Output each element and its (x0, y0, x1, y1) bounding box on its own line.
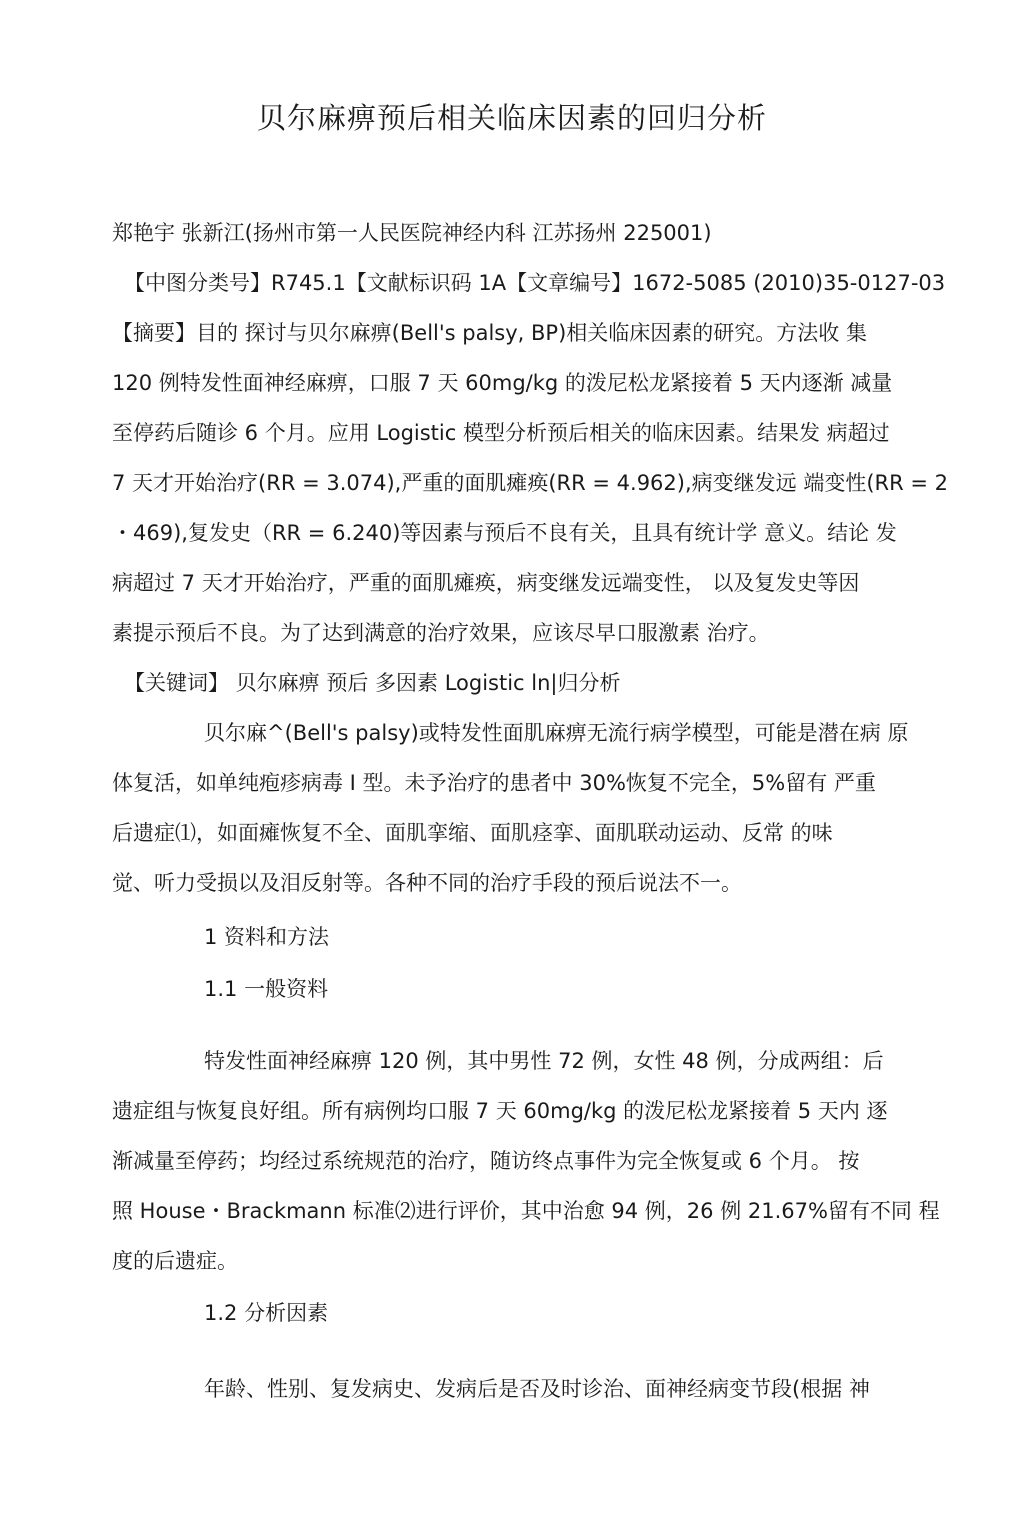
author-line: 郑艳宇 张新江(扬州市第一人民医院神经内科 江苏扬州 225001) (112, 221, 712, 245)
subsection-heading: 1.2 分析因素 (204, 1301, 329, 1325)
abstract-line: 120 例特发性面神经麻痹，口服 7 天 60mg/kg 的泼尼松龙紧接着 5 天内逐渐 减量 (112, 371, 893, 395)
keywords-line: 【关键词】 贝尔麻痹 预后 多因素 Logistic ln|归分析 (124, 671, 621, 695)
paper-title: 贝尔麻痹预后相关临床因素的回归分析 (256, 101, 767, 135)
body-line: 觉、听力受损以及泪反射等。各种不同的治疗手段的预后说法不一。 (112, 871, 742, 895)
body-line: 度的后遗症。 (112, 1249, 238, 1273)
abstract-line: 病超过 7 天才开始治疗，严重的面肌瘫痪，病变继发远端变性， 以及复发史等因 (112, 571, 860, 595)
body-line: 照 House・Brackmann 标准⑵进行评价，其中治愈 94 例，26 例 21.67%留有不同 程 (112, 1199, 940, 1223)
abstract-line: 素提示预后不良。为了达到满意的治疗效果，应该尽早口服激素 治疗。 (112, 621, 770, 645)
abstract-line: 至停药后随诊 6 个月。应用 Logistic 模型分析预后相关的临床因素。结果发 病超过 (112, 421, 890, 445)
body-line: 体复活，如单纯疱疹病毒 I 型。未予治疗的患者中 30%恢复不完全，5%留有 严重 (112, 771, 876, 795)
body-line: 后遗症⑴，如面瘫恢复不全、面肌挛缩、面肌痉挛、面肌联动运动、反常 的味 (112, 821, 833, 845)
body-line: 贝尔麻^(Bell's palsy)或特发性面肌麻痹无流行病学模型，可能是潜在病 原 (204, 721, 909, 745)
section-heading: 1 资料和方法 (204, 925, 330, 949)
abstract-line: ・469),复发史（RR = 6.240)等因素与预后不良有关，且具有统计学 意义。结论 发 (112, 521, 897, 545)
body-line: 遗症组与恢复良好组。所有病例均口服 7 天 60mg/kg 的泼尼松龙紧接着 5 天内 逐 (112, 1099, 888, 1123)
body-line: 特发性面神经麻痹 120 例，其中男性 72 例，女性 48 例，分成两组：后 (204, 1049, 884, 1073)
abstract-line: 【摘要】目的 探讨与贝尔麻痹(Bell's palsy, BP)相关临床因素的研究。方法收 集 (112, 321, 867, 345)
abstract-line: 7 天才开始治疗(RR = 3.074),严重的面肌瘫痪(RR = 4.962),病变继发远 端变性(RR = 2 (112, 471, 949, 495)
body-line: 年龄、性别、复发病史、发病后是否及时诊治、面神经病变节段(根据 神 (204, 1377, 870, 1401)
classification-line: 【中图分类号】R745.1【文献标识码 1A【文章编号】1672-5085 (2010)35-0127-03 (124, 271, 946, 295)
subsection-heading: 1.1 一般资料 (204, 977, 329, 1001)
body-line: 渐减量至停药；均经过系统规范的治疗，随访终点事件为完全恢复或 6 个月。 按 (112, 1149, 860, 1173)
